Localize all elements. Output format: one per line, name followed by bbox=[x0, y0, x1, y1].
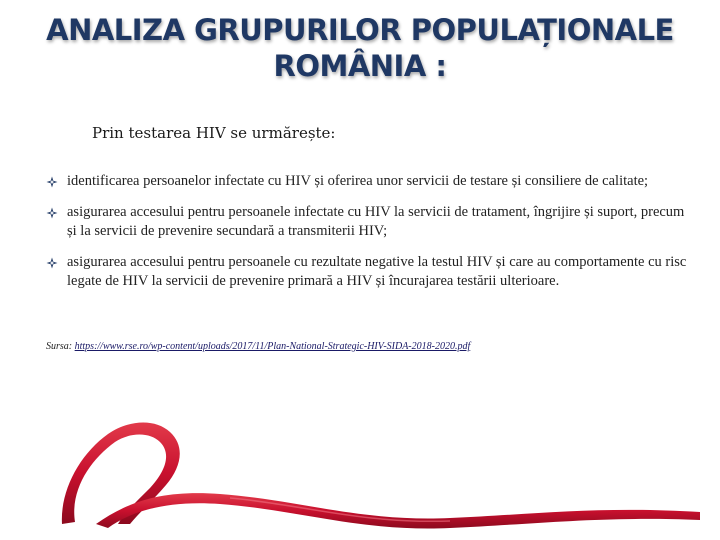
bullet-item bbox=[46, 172, 696, 191]
bullet-item bbox=[46, 253, 696, 291]
bullet-list bbox=[46, 172, 696, 303]
source-label: Sursa: bbox=[46, 341, 73, 352]
diamond-bullet-icon bbox=[46, 207, 58, 219]
source-link[interactable]: https://www.rse.ro/wp-content/uploads/2017/11/Plan-National-Strategic-HIV-SIDA-2018-2020.pdf bbox=[74, 341, 471, 352]
source-citation bbox=[46, 341, 470, 352]
bullet-item bbox=[46, 203, 696, 241]
slide-title bbox=[0, 12, 720, 84]
ribbon-loop bbox=[62, 422, 180, 524]
diamond-bullet-icon bbox=[46, 257, 58, 269]
bullet-text: identificarea persoanelor infectate cu HIV și oferirea unor servicii de testare și consiliere de calitate; bbox=[67, 173, 649, 189]
red-ribbon-icon bbox=[0, 390, 720, 540]
title-line-2: ROMÂNIA : bbox=[273, 49, 447, 83]
slide-subtitle: Prin testarea HIV se urmărește: bbox=[92, 124, 336, 142]
ribbon-tail bbox=[96, 493, 700, 528]
title-line-1: ANALIZA GRUPURILOR POPULAȚIONALE bbox=[46, 13, 674, 47]
bullet-text: asigurarea accesului pentru persoanele infectate cu HIV la servicii de tratament, îngrijire și suport, precum și la servicii de prevenire secundară a transmiterii HIV; bbox=[67, 204, 685, 239]
bullet-text: asigurarea accesului pentru persoanele cu rezultate negative la testul HIV și care au comportamente cu risc legate de HIV la servicii de prevenire primară a HIV și încurajarea testării ulterioare. bbox=[67, 254, 687, 289]
diamond-bullet-icon bbox=[46, 176, 58, 188]
